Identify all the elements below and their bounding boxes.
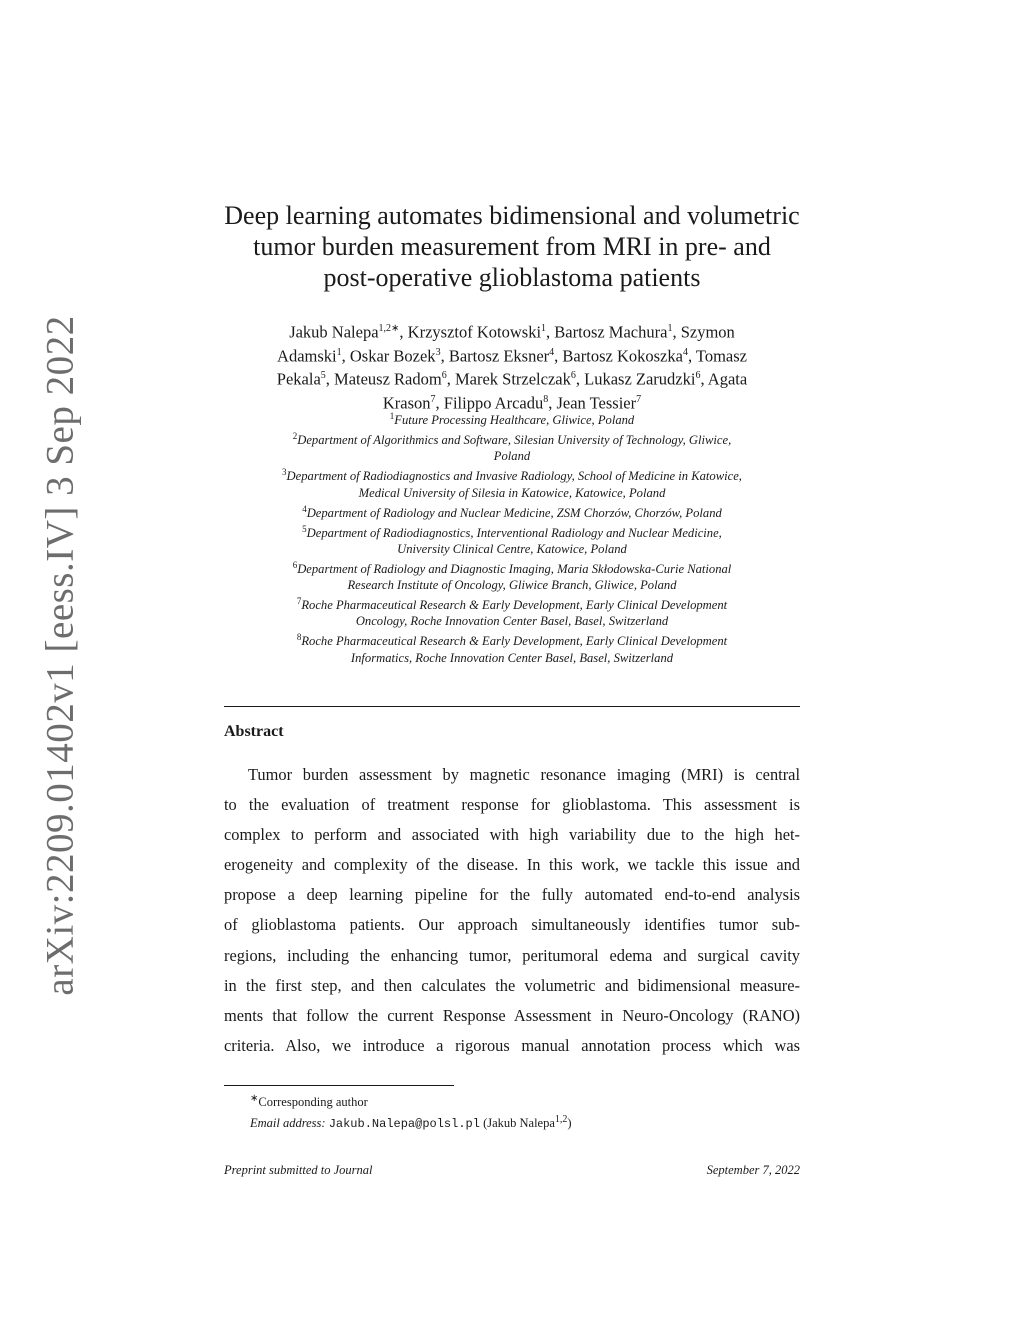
author-line — [212, 319, 812, 343]
affiliation-line — [212, 464, 812, 484]
author-name: , Krzysztof Kotowski — [399, 322, 542, 342]
author-affil-sup: 6 — [570, 370, 576, 381]
email-label: Email address: — [250, 1116, 326, 1131]
abstract-line: of glioblastoma patients. Our approach simultaneously identifies tumor sub- — [224, 915, 800, 935]
author-affil-sup: 8 — [543, 393, 549, 405]
affiliation-list — [212, 408, 812, 666]
affiliation-line — [212, 593, 812, 613]
author-name: , Marek Strzelczak — [446, 369, 571, 389]
abstract-line: complex to perform and associated with high variability due to the high het- — [224, 825, 800, 845]
author-affil-sup: 1 — [541, 323, 547, 334]
email-owner-close: ) — [567, 1116, 572, 1131]
author-affil-sup: 6 — [441, 370, 447, 381]
affiliation-text: Future Processing Healthcare, Gliwice, Poland — [394, 413, 635, 428]
author-name: , Bartosz Eksner — [440, 346, 550, 365]
abstract-top-rule — [224, 706, 800, 707]
affiliation-line — [212, 557, 812, 577]
affiliation-line — [212, 485, 812, 501]
author-name: , Filippo Arcadu — [435, 393, 544, 412]
affiliation-text: University Clinical Centre, Katowice, Poland — [397, 541, 627, 556]
affiliation-number: 7 — [296, 596, 302, 607]
author-affil-sup: 1 — [667, 323, 673, 334]
affiliation-text: Department of Radiology and Nuclear Medicine, ZSM Chorzów, Chorzów, Poland — [306, 505, 722, 520]
affiliation-text: Department of Algorithmics and Software, Silesian University of Technology, Gliwice, — [297, 433, 732, 448]
author-affil-sup: 5 — [320, 370, 326, 381]
title-line: Deep learning automates bidimensional and volumetric — [224, 201, 800, 230]
affiliation-line — [212, 613, 812, 629]
affiliation-line — [212, 541, 812, 557]
abstract-line: criteria. Also, we introduce a rigorous manual annotation process which was — [224, 1035, 800, 1055]
abstract-line: erogeneity and complexity of the disease. In this work, we tackle this issue and — [224, 855, 800, 875]
abstract-line: regions, including the enhancing tumor, peritumoral edema and surgical cavity — [224, 945, 800, 965]
affiliation-text: Poland — [493, 449, 531, 464]
author-affil-sup: 7 — [430, 393, 436, 405]
title-line: tumor burden measurement from MRI in pre- and — [253, 232, 771, 261]
paper-title — [200, 200, 824, 293]
affiliation-text: Department of Radiodiagnostics and Invasive Radiology, School of Medicine in Katowice, — [286, 469, 742, 484]
author-line — [212, 366, 812, 390]
author-name: Jakub Nalepa — [289, 322, 379, 342]
abstract-line: Tumor burden assessment by magnetic resonance imaging (MRI) is central — [248, 765, 800, 784]
email-owner-name: (Jakub Nalepa — [483, 1116, 555, 1131]
author-affil-sup: 4 — [682, 346, 688, 358]
affiliation-line — [212, 521, 812, 541]
affiliation-text: Roche Pharmaceutical Research & Early Development, Early Clinical Development — [301, 598, 728, 613]
corresponding-author-label: Corresponding author — [258, 1095, 368, 1110]
email-address[interactable]: Jakub.Nalepa@polsl.pl — [328, 1117, 480, 1132]
affiliation-line — [212, 577, 812, 593]
arxiv-stamp — [32, 314, 88, 996]
affiliation-text: Medical University of Silesia in Katowice, Katowice, Poland — [358, 485, 666, 500]
author-name: , Szymon — [672, 322, 735, 342]
author-name: Adamski — [277, 346, 337, 365]
affiliation-number: 8 — [296, 632, 302, 643]
abstract-line: in the first step, and then calculates the volumetric and bidimensional measure- — [224, 975, 800, 995]
affiliation-number: 4 — [302, 503, 307, 514]
email-note — [224, 1111, 800, 1133]
affiliation-line — [212, 428, 812, 448]
affiliation-text: Roche Pharmaceutical Research & Early Development, Early Clinical Development — [301, 634, 728, 649]
affiliation-text: Department of Radiodiagnostics, Interventional Radiology and Nuclear Medicine, — [306, 525, 722, 540]
author-name: , Bartosz Kokoszka — [554, 346, 683, 365]
affiliation-number: 5 — [302, 523, 307, 534]
author-name: Krason — [382, 393, 431, 412]
author-name: Pekala — [276, 369, 321, 389]
author-list — [212, 319, 812, 413]
author-name: , Jean Tessier — [548, 393, 637, 412]
footer-journal-note: Preprint submitted to Journal — [224, 1163, 373, 1177]
author-name: , Mateusz Radom — [325, 369, 442, 389]
email-owner-sup: 1,2 — [554, 1114, 568, 1126]
affiliation-text: Research Institute of Oncology, Gliwice Branch, Gliwice, Poland — [347, 578, 677, 593]
author-affil-sup: 6 — [695, 370, 701, 381]
author-name: , Lukasz Zarudzki — [575, 369, 696, 389]
affiliation-line — [212, 408, 812, 428]
affiliation-line — [212, 501, 812, 521]
abstract-heading: Abstract — [224, 723, 284, 740]
affiliation-number: 1 — [389, 411, 395, 421]
author-affil-sup: 7 — [636, 393, 642, 405]
affiliation-number: 2 — [292, 431, 298, 442]
author-affil-sup: 1,2∗ — [378, 323, 400, 334]
footnote-rule — [224, 1085, 454, 1086]
affiliation-text: Oncology, Roche Innovation Center Basel, Basel, Switzerland — [355, 614, 669, 629]
affiliation-line — [212, 629, 812, 649]
footer-date: September 7, 2022 — [706, 1163, 800, 1177]
affiliation-line — [212, 448, 812, 464]
affiliation-line — [212, 650, 812, 666]
author-line — [212, 343, 812, 367]
abstract-line: ments that follow the current Response Assessment in Neuro-Oncology (RANO) — [224, 1005, 800, 1025]
abstract-line: to the evaluation of treatment response for glioblastoma. This assessment is — [224, 795, 800, 815]
corresponding-author-note — [224, 1090, 800, 1111]
author-name: , Bartosz Machura — [546, 322, 668, 342]
author-name: , Agata — [700, 369, 748, 389]
author-affil-sup: 1 — [336, 346, 342, 358]
author-name: , Tomasz — [687, 346, 747, 365]
author-affil-sup: 4 — [549, 346, 555, 358]
footnote-mark: ∗ — [250, 1093, 259, 1104]
abstract-body — [224, 760, 800, 1061]
affiliation-number: 6 — [292, 559, 298, 570]
footnote — [224, 1090, 800, 1133]
author-name: , Oskar Bozek — [341, 346, 436, 365]
abstract-line: propose a deep learning pipeline for the fully automated end-to-end analysis — [224, 885, 800, 905]
arxiv-identifier: arXiv:2209.01402v1 [eess.IV] 3 Sep 2022 — [38, 314, 82, 996]
affiliation-number: 3 — [282, 467, 287, 478]
title-line: post-operative glioblastoma patients — [323, 263, 701, 292]
affiliation-text: Department of Radiology and Diagnostic Imaging, Maria Skłodowska-Curie National — [297, 562, 732, 577]
author-affil-sup: 3 — [435, 346, 441, 358]
affiliation-text: Informatics, Roche Innovation Center Basel, Basel, Switzerland — [350, 650, 674, 665]
